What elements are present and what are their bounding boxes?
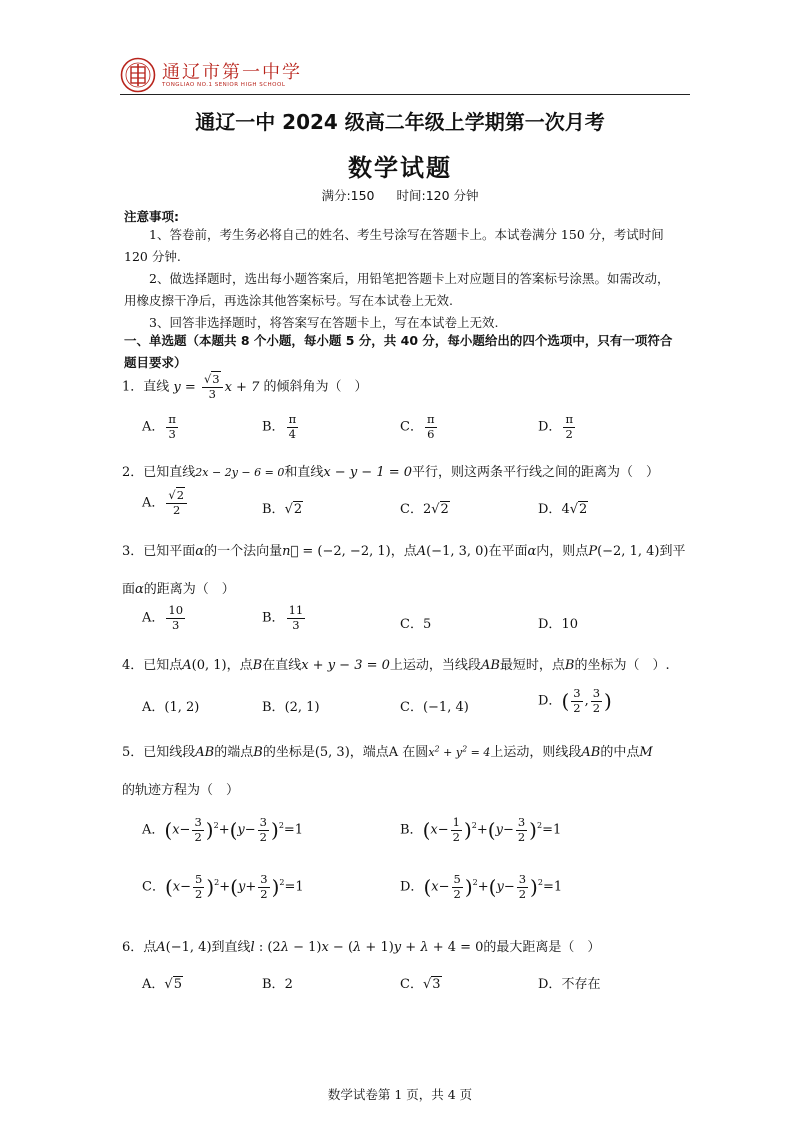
q2-option-c: C．2√2 — [400, 502, 449, 517]
q2-option-b: B．√2 — [262, 502, 303, 517]
school-header — [120, 54, 690, 94]
school-name: 通辽市第一中学 — [162, 62, 302, 83]
q1-stem: 1．直线 — [122, 379, 170, 395]
question-1 — [122, 374, 687, 400]
q4-option-b: B．(2, 1) — [262, 700, 320, 715]
q3-option-a: A． $\frac{10}{3}$ — [142, 603, 184, 632]
school-seal-icon — [120, 57, 156, 93]
q3-option-c: C．5 — [400, 617, 432, 632]
q1-equation: y = $\frac{√3}{3}$ x + 7 — [173, 372, 260, 401]
score-time-line — [0, 186, 800, 204]
question-3-line-2: 面α的距离为（ ） — [122, 582, 235, 597]
note-item-2: 2、做选择题时，选出每小题答案后，用铅笔把答题卡上对应题目的答案标号涂黑。如需改动，用橡皮擦干净后，再选涂其他答案标号。写在本试卷上无效. — [124, 271, 670, 308]
q4-option-c: C．(−1, 4) — [400, 700, 469, 715]
section-heading: 一、单选题（本题共 8 个小题，每小题 5 分，共 40 分，每小题给出的四个选项中，只有一项符合题目要求） — [124, 333, 673, 370]
school-name-en: TONGLIAO NO.1 SENIOR HIGH SCHOOL — [162, 82, 286, 88]
question-5-line-2: 的轨迹方程为（ ） — [122, 783, 240, 798]
q5-option-b: B．(x− $\frac{1}{2}$ )$^2$+(y− $\frac{3}{2}$ )$^2$=1 — [400, 815, 562, 844]
q6-option-b: B．2 — [262, 977, 293, 992]
q1-option-b: B． $\frac{\pi}{4}$ — [262, 412, 297, 441]
q6-option-c: C．√3 — [400, 977, 441, 992]
question-4: 4．已知点A(0, 1)，点B在直线x + y − 3 = 0上运动，当线段AB最短时，点B的坐标为（ ）. — [122, 658, 670, 673]
notes-heading: 注意事项: — [124, 209, 179, 224]
q6-option-a: A．√5 — [142, 977, 182, 992]
q5-option-a: A．(x− $\frac{3}{2}$ )$^2$+(y− $\frac{3}{2}$ )$^2$=1 — [142, 815, 304, 844]
q1-option-d: D． $\frac{\pi}{2}$ — [538, 412, 573, 441]
q1-tail: 的倾斜角为（ ） — [263, 379, 368, 395]
exam-title: 通辽一中 2024 级高二年级上学期第一次月考 — [195, 110, 605, 134]
q4-option-a: A．(1, 2) — [142, 700, 200, 715]
q3-option-d: D．10 — [538, 617, 578, 632]
q2-option-a: A． $\frac{√2}{2}$ — [142, 490, 189, 516]
question-3: 3．已知平面α的一个法向量n⃗ = (−2, −2, 1)，点A(−1, 3, 0)在平面α内，则点P(−2, 1, 4)到平 — [122, 544, 686, 559]
note-item-1: 1、答卷前，考生务必将自己的姓名、考生号涂写在答题卡上。本试卷满分 150 分，考试时间 120 分钟. — [124, 227, 664, 264]
question-6: 6．点A(−1, 4)到直线l : (2λ − 1)x − (λ + 1)y + λ + 4 = 0的最大距离是（ ） — [122, 940, 601, 955]
q6-option-d: D．不存在 — [538, 977, 601, 992]
header-divider — [120, 94, 690, 95]
q5-option-d: D．(x− $\frac{5}{2}$ )$^2$+(y− $\frac{3}{2}$ )$^2$=1 — [400, 872, 563, 901]
subject-title: 数学试题 — [348, 154, 452, 182]
note-item-3: 3、回答非选择题时，将答案写在答题卡上，写在本试卷上无效. — [149, 315, 499, 330]
q4-option-d: D．( $\frac{3}{2}$ , $\frac{3}{2}$ ) — [538, 686, 612, 715]
page-footer: 数学试卷第 1 页，共 4 页 — [327, 1087, 473, 1102]
q3-option-b: B． $\frac{11}{3}$ — [262, 603, 304, 632]
question-5: 5．已知线段AB的端点B的坐标是(5, 3)，端点A 在圆$x^2 + y^2 = 4$上运动，则线段AB的中点M — [122, 744, 653, 760]
question-2: 2．已知直线2x − 2y − 6 = 0和直线x − y − 1 = 0平行，则这两条平行线之间的距离为（ ） — [122, 465, 660, 480]
q2-option-d: D．4√2 — [538, 502, 588, 517]
exam-time: 时间:120 分钟 — [396, 188, 479, 203]
q1-option-a: A． $\frac{\pi}{3}$ — [142, 412, 176, 441]
q5-option-c: C．(x− $\frac{5}{2}$ )$^2$+(y+ $\frac{3}{2}$ )$^2$=1 — [142, 872, 304, 901]
full-score: 满分:150 — [321, 188, 375, 203]
q1-option-c: C． $\frac{\pi}{6}$ — [400, 412, 435, 441]
